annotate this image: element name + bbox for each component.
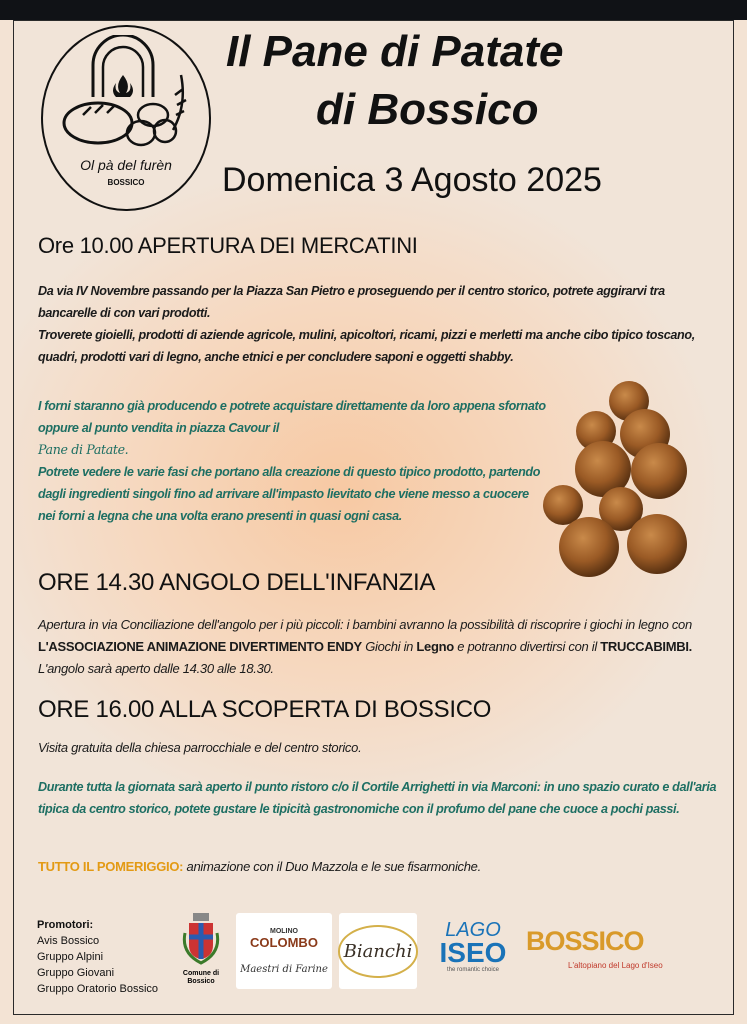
text: Troverete gioielli, prodotti di aziende agricole, mulini, apicoltori, ricami, pizzi e merletti ma anche cibo tipico toscano, quadri, prodotti vari di legno, anche etnici e per concludere saponi e oggetti shabby.	[38, 328, 695, 364]
molino-colombo-logo	[236, 913, 332, 989]
bold-text: TRUCCABIMBI.	[600, 639, 692, 654]
logo-text: Bianchi	[338, 925, 419, 978]
promoter: Avis Bossico	[37, 935, 100, 947]
text: Visita gratuita della chiesa parrocchiale e del centro storico.	[38, 740, 362, 755]
logo-subtext: BOSSICO	[107, 178, 145, 187]
section-heading-infanzia: ORE 14.30 ANGOLO DELL'INFANZIA	[38, 569, 436, 596]
promoter: Gruppo Oratorio Bossico	[37, 983, 159, 995]
event-logo	[41, 25, 211, 211]
event-date: Domenica 3 Agosto 2025	[222, 161, 602, 199]
bold-text: Legno	[416, 639, 454, 654]
oven-bread-icon	[53, 35, 203, 155]
potato-bread-image	[541, 379, 701, 579]
page-title-line2: di Bossico	[316, 85, 539, 134]
script-text: Pane di Patate.	[38, 442, 129, 457]
comune-label: Comune di Bossico	[182, 970, 220, 985]
section-heading-scoperta: ORE 16.00 ALLA SCOPERTA DI BOSSICO	[38, 696, 492, 723]
text: Da via IV Novembre passando per la Piazza San Pietro e proseguendo per il centro storico, potrete aggirarvi tra bancarelle di con vari prodotti.	[38, 284, 665, 320]
promoter: Gruppo Alpini	[37, 951, 104, 963]
logo-text: LAGO	[445, 919, 501, 941]
logo-text: L'altopiano del Lago d'Iseo	[568, 961, 663, 970]
status-bar	[0, 0, 747, 20]
bossico-logo	[526, 926, 706, 970]
page-title: Il Pane di Patate	[226, 27, 564, 76]
lago-iseo-logo	[428, 921, 518, 973]
text: e potranno divertirsi con il	[453, 639, 601, 654]
event-poster	[13, 20, 734, 1015]
bold-text: L'ASSOCIAZIONE ANIMAZIONE DIVERTIMENTO ENDY	[38, 639, 362, 654]
green-paragraph	[38, 395, 548, 527]
logo-text: MOLINO	[270, 927, 298, 935]
paragraph	[38, 614, 718, 680]
text: animazione con il Duo Mazzola e le sue fisarmoniche.	[183, 859, 481, 874]
promoter: Gruppo Giovani	[37, 967, 115, 979]
section-heading-mercatini: Ore 10.00 APERTURA DEI MERCATINI	[38, 233, 418, 258]
comune-logo	[176, 913, 226, 993]
afternoon-line	[38, 856, 718, 878]
promoters-label: Promotori:	[37, 919, 94, 931]
coat-of-arms-icon	[181, 913, 221, 965]
text: Apertura in via Conciliazione dell'angolo per i più piccoli: i bambini avranno la possibilità di riscoprire i giochi in legno con	[38, 617, 692, 632]
logo-text: Maestri di Farine	[240, 963, 328, 975]
text: L'angolo sarà aperto dalle 14.30 alle 18.30.	[38, 661, 274, 676]
text: I forni staranno già producendo e potrete acquistare direttamente da loro appena sfornato oppure al punto vendita in piazza Cavour il	[38, 399, 546, 435]
text: Giochi in	[361, 639, 417, 654]
logo-text: the romantic choice	[446, 967, 500, 973]
logo-text: Ol pà del furèn	[80, 157, 172, 173]
afternoon-label: TUTTO IL POMERIGGIO:	[38, 859, 184, 874]
promoters-list	[37, 917, 158, 997]
text: Potrete vedere le varie fasi che portano alla creazione di questo tipico prodotto, partendo dagli ingredienti singoli fino ad arrivare all'impasto lievitato che viene messo a cuocere nei forni a legna che una volta erano presenti in quasi ogni casa.	[38, 465, 541, 523]
bianchi-logo	[339, 913, 417, 989]
logo-text: BOSSICO	[526, 926, 644, 956]
paragraph	[38, 280, 698, 368]
green-paragraph: Durante tutta la giornata sarà aperto il punto ristoro c/o il Cortile Arrighetti in via Marconi: in uno spazio curato e dall'aria tipica da centro storico, potete gustare le tipicità gastronomiche con il profumo del pane che cuoce a pochi passi.	[38, 780, 717, 816]
logo-text: COLOMBO	[250, 934, 318, 950]
logo-text: ISEO	[439, 937, 507, 968]
